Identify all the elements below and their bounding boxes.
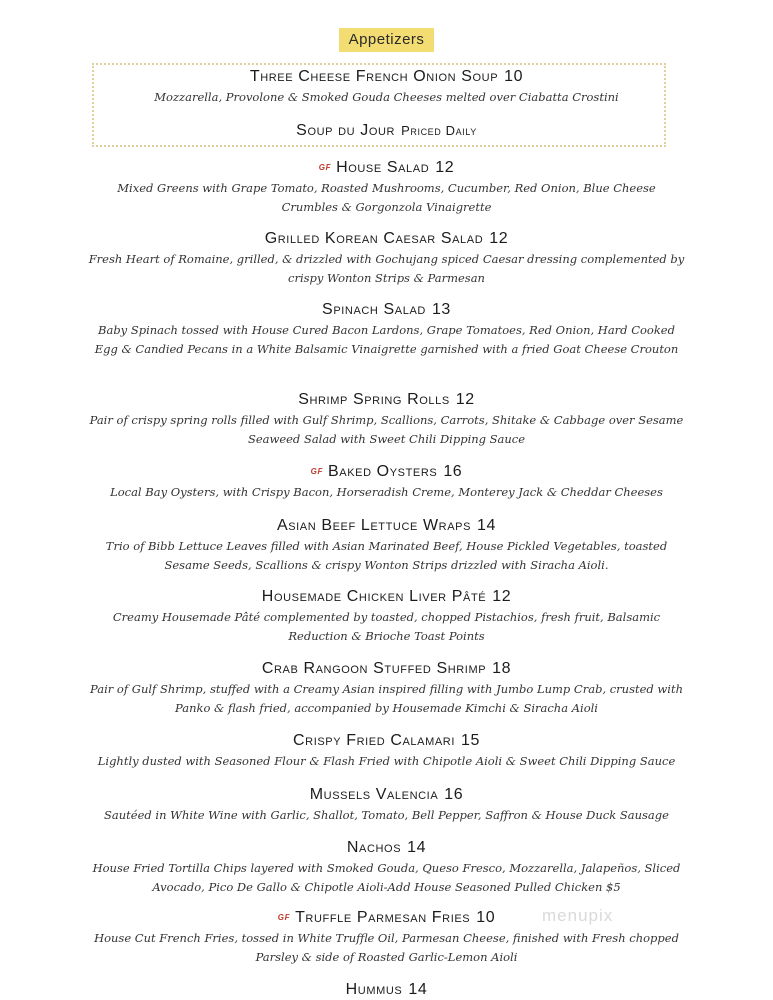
item-description: House Cut French Fries, tossed in White Truffle Oil, Parmesan Cheese, finished with Fresh chopped Parsley & side of Roasted Garlic-Lemon Aioli xyxy=(94,931,679,964)
item-name: Crispy Fried Calamari xyxy=(293,732,455,749)
item-description: Trio of Bibb Lettuce Leaves filled with Asian Marinated Beef, House Pickled Vegetables, toasted Sesame Seeds, Scallions & crispy Wonton Strips drizzled with Siracha Aioli. xyxy=(105,539,668,572)
menu-item xyxy=(0,908,773,967)
item-name: Crab Rangoon Stuffed Shrimp xyxy=(261,660,487,677)
item-description: Mixed Greens with Grape Tomato, Roasted Mushrooms, Cucumber, Red Onion, Blue Cheese Crumbles & Gorgonzola Vinaigrette xyxy=(117,181,656,214)
item-name: Grilled Korean Caesar Salad xyxy=(264,230,484,247)
gluten-free-icon: GF xyxy=(310,467,323,476)
item-price: 10 xyxy=(476,909,496,926)
menu-item xyxy=(0,390,773,449)
item-name: Baked Oysters xyxy=(327,463,438,480)
item-price: 14 xyxy=(408,981,428,998)
item-description: Mozzarella, Provolone & Smoked Gouda Cheeses melted over Ciabatta Crostini xyxy=(154,90,619,104)
item-name: Truffle Parmesan Fries xyxy=(295,909,471,926)
item-price: 13 xyxy=(431,301,451,318)
gluten-free-icon: GF xyxy=(318,163,332,172)
menu-item xyxy=(0,516,773,575)
menu-item xyxy=(0,158,773,217)
item-price: 16 xyxy=(443,463,463,480)
item-name: Hummus xyxy=(345,981,403,998)
watermark-logo: menupix xyxy=(542,906,614,925)
item-price: 15 xyxy=(460,732,480,749)
item-price: 16 xyxy=(444,786,464,803)
item-name: Mussels Valencia xyxy=(309,786,439,803)
item-description: Lightly dusted with Seasoned Flour & Flash Fried with Chipotle Aioli & Sweet Chili Dipping Sauce xyxy=(97,754,676,768)
menu-item xyxy=(0,229,773,288)
item-description: House Fried Tortilla Chips layered with Smoked Gouda, Queso Fresco, Mozzarella, Jalapeños, Sliced Avocado, Pico De Gallo & Chipotle Aioli-Add House Seasoned Pulled Chicken $5 xyxy=(92,861,681,894)
item-price: Priced Daily xyxy=(401,123,477,138)
menu-item xyxy=(0,587,773,646)
item-description: Pair of Gulf Shrimp, stuffed with a Creamy Asian inspired filling with Jumbo Lump Crab, crusted with Panko & flash fried, accompanied by Housemade Kimchi & Siracha Aioli xyxy=(90,682,683,715)
item-description: Local Bay Oysters, with Crispy Bacon, Horseradish Creme, Monterey Jack & Cheddar Cheeses xyxy=(110,485,663,499)
item-price: 12 xyxy=(489,230,509,247)
item-description: Baby Spinach tossed with House Cured Bacon Lardons, Grape Tomatoes, Red Onion, Hard Cooked Egg & Candied Pecans in a White Balsamic Vinaigrette garnished with a fried Goat Cheese Crouton xyxy=(94,323,679,356)
item-name: Housemade Chicken Liver Pâté xyxy=(261,588,487,605)
item-description: Pair of crispy spring rolls filled with Gulf Shrimp, Scallions, Carrots, Shitake & Cabbage over Sesame Seaweed Salad with Sweet Chili Dipping Sauce xyxy=(89,413,684,446)
item-name: Three Cheese French Onion Soup xyxy=(249,68,499,85)
item-description: Creamy Housemade Pâté complemented by toasted, chopped Pistachios, fresh fruit, Balsamic Reduction & Brioche Toast Points xyxy=(112,610,661,643)
menu-item xyxy=(0,121,773,141)
menu-item xyxy=(0,980,773,1000)
item-name: Asian Beef Lettuce Wraps xyxy=(276,517,472,534)
section-title: Appetizers xyxy=(339,28,435,52)
menu-item xyxy=(0,785,773,825)
item-price: 10 xyxy=(504,68,524,85)
menu-item xyxy=(0,300,773,359)
item-price: 12 xyxy=(455,391,475,408)
gluten-free-icon: GF xyxy=(277,913,291,922)
item-price: 12 xyxy=(492,588,512,605)
item-name: Soup du Jour xyxy=(296,122,396,139)
item-name: Shrimp Spring Rolls xyxy=(298,391,450,408)
item-name: Spinach Salad xyxy=(322,301,426,318)
menu-item xyxy=(0,659,773,718)
menu-item xyxy=(0,462,773,502)
item-price: 12 xyxy=(435,159,455,176)
menu-item xyxy=(0,67,773,107)
item-price: 14 xyxy=(407,839,427,856)
menu-item xyxy=(0,731,773,771)
item-price: 14 xyxy=(477,517,497,534)
section-header xyxy=(0,28,773,52)
item-price: 18 xyxy=(492,660,512,677)
menu-item xyxy=(0,838,773,897)
item-description: Sautéed in White Wine with Garlic, Shallot, Tomato, Bell Pepper, Saffron & House Duck Sausage xyxy=(104,808,669,822)
item-description: Fresh Heart of Romaine, grilled, & drizzled with Gochujang spiced Caesar dressing complemented by crispy Wonton Strips & Parmesan xyxy=(88,252,685,285)
item-name: Nachos xyxy=(346,839,402,856)
item-name: House Salad xyxy=(336,159,430,176)
